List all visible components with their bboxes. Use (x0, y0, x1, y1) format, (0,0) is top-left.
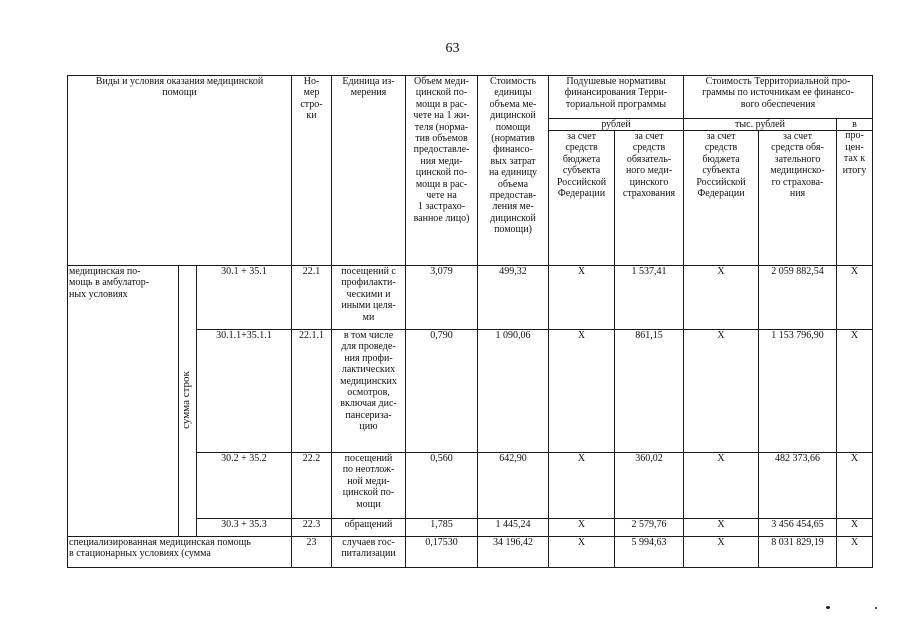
row-unit: обращений (344, 519, 393, 530)
table-left-border (67, 75, 68, 568)
row-oms-a: 360,02 (635, 453, 663, 464)
table-rule-vertical (405, 75, 406, 568)
table-rule-vertical (836, 118, 837, 568)
table-rule-vertical (758, 130, 759, 568)
row-oms-a: 1 537,41 (631, 266, 667, 277)
row-oms-a: 2 579,76 (631, 519, 667, 530)
page-number: 63 (445, 41, 460, 56)
row-number: 22.1 (302, 266, 321, 277)
row-number: 22.3 (302, 519, 321, 530)
row-volume: 0,560 (430, 453, 453, 464)
row-number: 23 (306, 537, 317, 548)
row-budget-b: Х (717, 266, 725, 277)
row-budget-a: Х (577, 330, 586, 341)
row-volume: 1,785 (430, 519, 453, 530)
row-percent: Х (850, 266, 859, 277)
group-label: медицинская по- мощь в амбулатор- ных условиях (69, 266, 150, 300)
table-rule-vertical (548, 75, 549, 568)
header-per-capita: Подушевые нормативы финансирования Терри- ториальной программы (564, 76, 668, 110)
row-budget-a: Х (577, 519, 586, 530)
header-budget-b: за счет средств бюджета субъекта Российской Федерации (696, 131, 746, 200)
vertical-sum-label: сумма строк (180, 371, 192, 429)
header-unit: Единица из- мерения (342, 76, 395, 99)
row-oms-b: 2 059 882,54 (771, 266, 824, 277)
header-unit-cost: Стоимость единицы объема ме- дицинской помощи (норматив финансо- вых затрат на единицу объема предостав- ления ме- дицинской помощи) (488, 76, 538, 236)
row-percent: Х (850, 519, 859, 530)
row-budget-a: Х (577, 453, 586, 464)
header-oms-b: за счет средств обя- зательного медицинско- го страхова- ния (770, 131, 825, 200)
header-program-unit: тыс. рублей (735, 119, 785, 130)
row-volume: 0,17530 (425, 537, 458, 548)
row-oms-a: 861,15 (635, 330, 663, 341)
header-row-number: Но- мер стро- ки (300, 76, 323, 122)
header-per-capita-unit: рублей (601, 119, 631, 130)
row-volume: 0,790 (430, 330, 453, 341)
row-label: специализированная медицинская помощь в стационарных условиях (сумма (69, 537, 251, 560)
row-budget-b: Х (717, 519, 725, 530)
row-number: 22.2 (302, 453, 321, 464)
table-rule-vertical (331, 75, 332, 568)
row-oms-b: 3 456 454,65 (771, 519, 824, 530)
header-percent: в про- цен- тах к итогу (842, 119, 867, 176)
row-budget-b: Х (717, 330, 725, 341)
row-unit: посещений с профилакти- ческими и иными целя- ми (341, 266, 396, 323)
row-oms-b: 482 373,66 (775, 453, 820, 464)
row-number: 22.1.1 (299, 330, 324, 341)
row-budget-b: Х (717, 453, 725, 464)
row-percent: Х (850, 537, 859, 548)
row-unit-cost: 642,90 (499, 453, 527, 464)
table-bottom-border (67, 567, 873, 568)
row-unit: случаев гос- питализации (341, 537, 396, 560)
row-unit-cost: 499,32 (499, 266, 527, 277)
row-oms-b: 1 153 796,90 (771, 330, 824, 341)
row-oms-b: 8 031 829,19 (771, 537, 824, 548)
row-unit-cost: 34 196,42 (493, 537, 533, 548)
row-percent: Х (850, 453, 859, 464)
table-rule-vertical (683, 75, 684, 568)
table-rule-vertical (178, 265, 179, 537)
row-formula: 30.1 + 35.1 (221, 266, 267, 277)
table-rule-vertical (477, 75, 478, 568)
row-formula: 30.3 + 35.3 (221, 519, 267, 530)
row-unit: посещений по неотлож- ной меди- цинской по- мощи (342, 453, 395, 510)
header-budget-a: за счет средств бюджета субъекта Российской Федерации (556, 131, 607, 200)
header-kinds: Виды и условия оказания медицинской помощи (95, 76, 264, 99)
row-volume: 3,079 (430, 266, 453, 277)
row-percent: Х (850, 330, 859, 341)
table-rule-vertical (196, 265, 197, 537)
row-unit: в том числе для проведе- ния профи- лактических медицинских осмотров, включая дис- пансериза- цию (340, 330, 397, 433)
header-volume: Объем меди- цинской по- мощи в рас- чете на 1 жи- теля (норма- тив объемов предоставле- ния меди- цинской по- мощи в рас- чете на 1 застрахо- ванное лицо) (413, 76, 470, 224)
table-rule-vertical (291, 75, 292, 568)
row-formula: 30.2 + 35.2 (221, 453, 267, 464)
scan-speck (826, 606, 830, 609)
row-budget-b: Х (717, 537, 725, 548)
row-oms-a: 5 994,63 (631, 537, 667, 548)
scan-speck (875, 607, 877, 609)
row-budget-a: Х (577, 537, 586, 548)
row-unit-cost: 1 445,24 (495, 519, 531, 530)
row-formula: 30.1.1+35.1.1 (216, 330, 272, 341)
table-rule-vertical (614, 130, 615, 568)
row-budget-a: Х (577, 266, 586, 277)
header-oms-a: за счет средств обязатель- ного меди- цинского страхования (622, 131, 676, 200)
table-right-border (872, 75, 873, 568)
header-program-cost: Стоимость Территориальной про- граммы по источникам ее финансо- вого обеспечения (702, 76, 854, 110)
row-unit-cost: 1 090,06 (495, 330, 531, 341)
